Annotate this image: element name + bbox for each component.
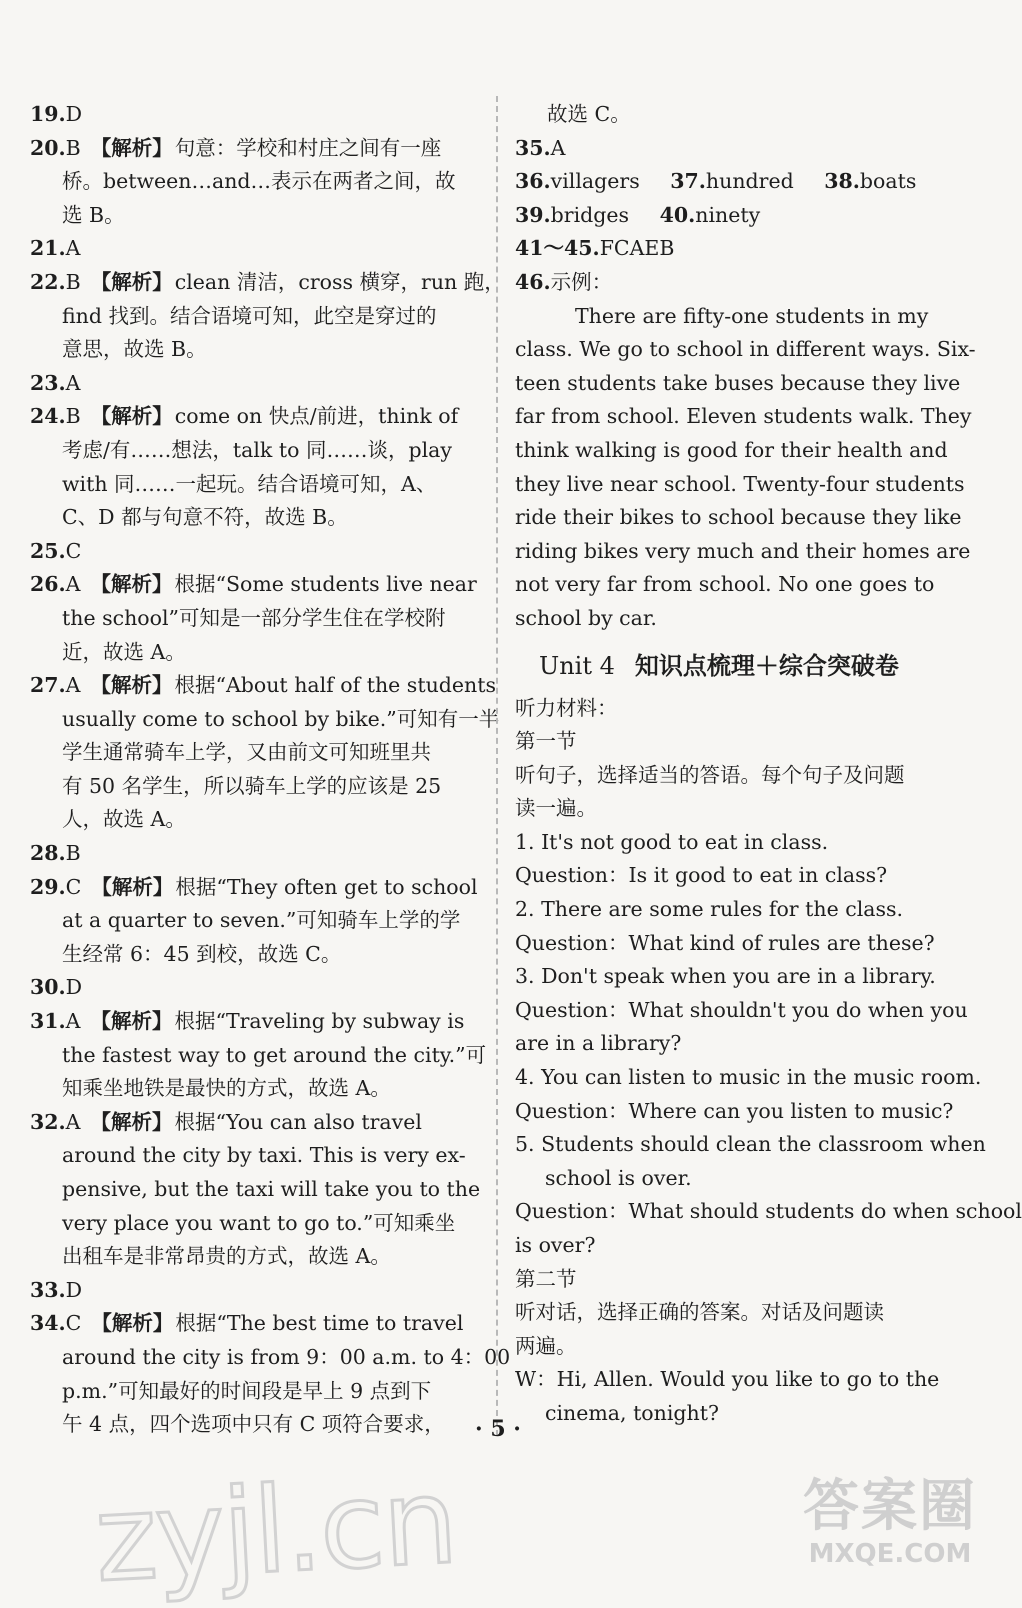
unit-heading	[539, 646, 965, 686]
answer-39-40: 39.bridges 40.ninety	[515, 202, 761, 227]
answer-34-end: 故选 C。	[547, 102, 631, 126]
listening-line: 第二节	[515, 1266, 577, 1291]
unit-label: Unit 4	[539, 651, 615, 680]
essay-line: teen students take buses because they live	[515, 370, 961, 395]
answer-20-text: 桥。between…and…表示在两者之间，故	[62, 169, 456, 194]
column-divider	[496, 96, 498, 1436]
answer-31-text: 知乘坐地铁是最快的方式，故选 A。	[62, 1076, 391, 1101]
answer-34-text: 午 4 点，四个选项中只有 C 项符合要求，	[62, 1412, 445, 1437]
page-number: · 5 ·	[475, 1416, 521, 1442]
listening-line: Question：Where can you listen to music?	[515, 1098, 954, 1123]
essay-line: school by car.	[515, 605, 657, 630]
answer-34: 34.C 【解析】根据“The best time to travel	[30, 1311, 464, 1336]
listening-line: W：Hi, Allen. Would you like to go to the	[515, 1367, 940, 1392]
listening-line: 3. Don't speak when you are in a library.	[515, 964, 936, 989]
answer-19: 19.D	[30, 102, 83, 126]
answer-46: 46.示例：	[515, 269, 613, 294]
watermark-zyjl: zyjl.cn	[91, 1451, 459, 1608]
answer-22-text: 意思，故选 B。	[62, 337, 207, 362]
listening-line: 5. Students should clean the classroom when	[515, 1132, 986, 1157]
listening-line: 1. It's not good to eat in class.	[515, 829, 829, 854]
answer-20-text: 选 B。	[62, 202, 125, 227]
answer-34-text: p.m.”可知最好的时间段是早上 9 点到下	[62, 1378, 432, 1403]
answer-29-text: 生经常 6：45 到校，故选 C。	[62, 941, 342, 966]
essay-line: far from school. Eleven students walk. They	[515, 404, 972, 429]
answer-27-text: 有 50 名学生，所以骑车上学的应该是 25	[62, 773, 442, 798]
listening-line: is over?	[515, 1233, 596, 1257]
answer-20: 20.B 【解析】句意：学校和村庄之间有一座	[30, 135, 442, 160]
listening-line: Question：What shouldn't you do when you	[515, 997, 968, 1022]
answer-41-45: 41～45.FCAEB	[515, 236, 675, 261]
answer-22: 22.B 【解析】clean 清洁，cross 横穿，run 跑，	[30, 269, 505, 294]
listening-line: Question：What kind of rules are these?	[515, 930, 935, 955]
answer-27-text: 人，故选 A。	[62, 807, 186, 832]
answer-24: 24.B 【解析】come on 快点/前进，think of	[30, 404, 459, 429]
answer-33: 33.D	[30, 1277, 83, 1302]
listening-line: 读一遍。	[515, 796, 597, 821]
answer-24-text: C、D 都与句意不符，故选 B。	[62, 505, 348, 530]
right-column	[515, 98, 1022, 1431]
answer-34-text: around the city is from 9：00 a.m. to 4：00	[62, 1344, 511, 1369]
answer-32: 32.A 【解析】根据“You can also travel	[30, 1109, 422, 1134]
answer-24-text: 考虑/有……想法，talk to 同……谈，play	[62, 437, 452, 462]
watermark-mxqe	[800, 1475, 980, 1569]
listening-line: cinema, tonight?	[545, 1400, 719, 1425]
answer-26-text: 近，故选 A。	[62, 639, 186, 664]
watermark-mxqe-url: MXQE.COM	[808, 1539, 972, 1569]
listening-line: 听力材料：	[515, 695, 618, 720]
answer-22-text: find 找到。结合语境可知，此空是穿过的	[62, 303, 437, 328]
answer-36-38: 36.villagers 37.hundred 38.boats	[515, 169, 917, 194]
listening-line: 听对话，选择正确的答案。对话及问题读	[515, 1300, 884, 1325]
answer-29: 29.C 【解析】根据“They often get to school	[30, 874, 478, 899]
answer-23: 23.A	[30, 370, 81, 395]
answer-25: 25.C	[30, 538, 82, 563]
answer-27: 27.A 【解析】根据“About half of the students	[30, 673, 496, 698]
listening-line: 两遍。	[515, 1333, 577, 1358]
answer-32-text: very place you want to go to.”可知乘坐	[62, 1210, 456, 1235]
listening-line: 听句子，选择适当的答语。每个句子及问题	[515, 762, 905, 787]
essay-line: they live near school. Twenty-four students	[515, 471, 965, 496]
listening-line: Question：What should students do when school	[515, 1199, 1022, 1224]
answer-21: 21.A	[30, 236, 81, 261]
left-column	[30, 98, 511, 1442]
essay-line: There are fifty-one students in my	[575, 303, 929, 328]
answer-32-text: pensive, but the taxi will take you to the	[62, 1177, 481, 1201]
essay-line: not very far from school. No one goes to	[515, 572, 935, 597]
answer-29-text: at a quarter to seven.”可知骑车上学的学	[62, 908, 461, 933]
listening-line: 2. There are some rules for the class.	[515, 897, 904, 922]
answer-32-text: around the city by taxi. This is very ex-	[62, 1143, 466, 1168]
answer-26-text: the school”可知是一部分学生住在学校附	[62, 605, 446, 630]
watermark-mxqe-logo: 答案圈	[803, 1474, 977, 1539]
answer-26: 26.A 【解析】根据“Some students live near	[30, 572, 477, 597]
listening-line: are in a library?	[515, 1031, 682, 1056]
answer-31-text: the fastest way to get around the city.”可	[62, 1042, 487, 1067]
essay-line: class. We go to school in different ways. Six-	[515, 337, 976, 362]
essay-line: riding bikes very much and their homes are	[515, 538, 971, 563]
answer-31: 31.A 【解析】根据“Traveling by subway is	[30, 1009, 465, 1034]
answer-24-text: with 同……一起玩。结合语境可知，A、	[62, 471, 437, 496]
answer-27-text: usually come to school by bike.”可知有一半	[62, 706, 500, 731]
unit-title: 知识点梳理＋综合突破卷	[634, 650, 899, 680]
essay-line: ride their bikes to school because they like	[515, 505, 962, 530]
answer-28: 28.B	[30, 841, 81, 866]
listening-line: Question：Is it good to eat in class?	[515, 863, 888, 888]
listening-line: 第一节	[515, 729, 577, 754]
listening-line: school is over.	[545, 1165, 692, 1190]
answer-27-text: 学生通常骑车上学，又由前文可知班里共	[62, 740, 431, 765]
answer-32-text: 出租车是非常昂贵的方式，故选 A。	[62, 1244, 391, 1269]
answer-35: 35.A	[515, 135, 566, 160]
answer-30: 30.D	[30, 975, 83, 1000]
essay-line: think walking is good for their health and	[515, 437, 948, 462]
listening-line: 4. You can listen to music in the music room.	[515, 1065, 982, 1090]
